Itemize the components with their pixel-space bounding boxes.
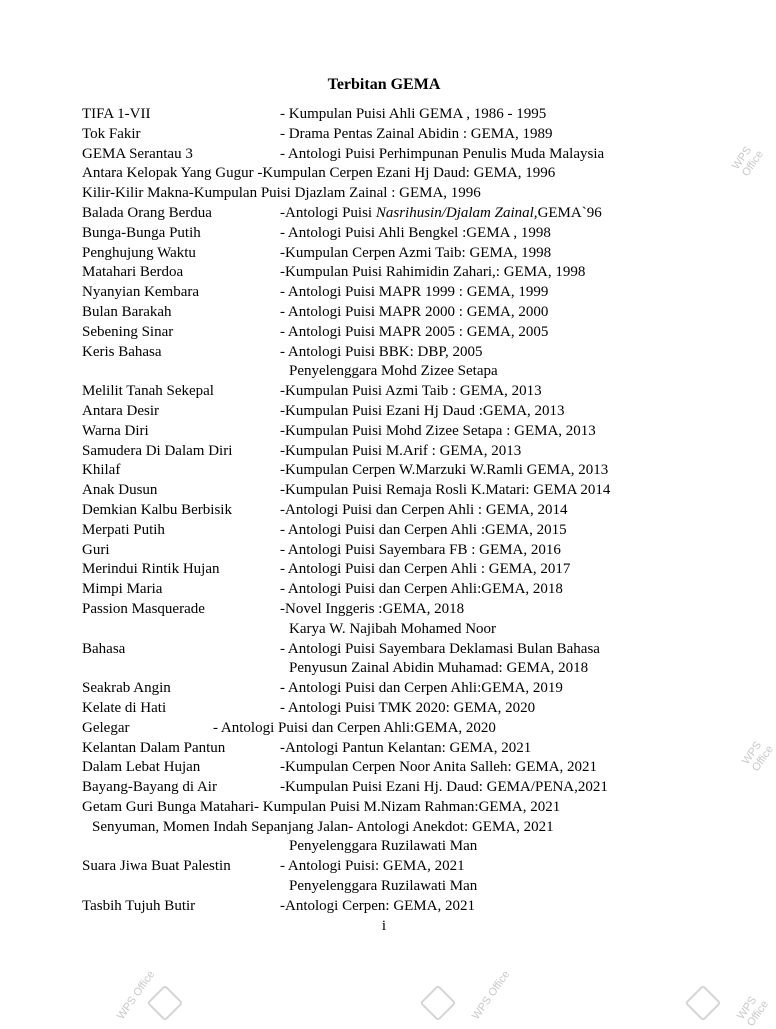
entry-detail: - Antologi Puisi MAPR 1999 : GEMA, 1999 [280,284,549,301]
entry-title: TIFA 1-VII [82,106,151,122]
list-item [0,481,768,501]
list-item [0,699,768,719]
list-item [0,323,768,343]
list-item [0,541,768,561]
list-item [0,244,768,264]
entry-detail: -Kumpulan Puisi Remaja Rosli K.Matari: GEMA 2014 [280,482,611,499]
entry-detail: - Antologi Puisi dan Cerpen Ahli : GEMA, 2017 [280,561,571,578]
entry-detail-part: GEMA`96 [537,204,602,221]
entry-title: Bayang-Bayang di Air [82,779,217,796]
list-item [0,739,768,759]
entry-full-line: Kilir-Kilir Makna-Kumpulan Puisi Djazlam Zainal : GEMA, 1996 [82,185,481,202]
publication-list [0,105,768,917]
watermark-logo-icon [420,985,457,1022]
entry-detail: -Kumpulan Puisi Mohd Zizee Setapa : GEMA, 2013 [280,422,596,439]
list-item [0,798,768,818]
list-item [0,224,768,244]
list-item [0,204,768,224]
entry-title: GEMA Serantau 3 [82,145,193,162]
entry-detail: - Antologi Puisi Sayembara FB : GEMA, 2016 [280,541,561,558]
entry-title: Merpati Putih [82,521,165,538]
entry-title: Melilit Tanah Sekepal [82,383,214,400]
entry-title: Bulan Barakah [82,303,172,320]
list-item [0,719,768,739]
list-item [0,521,768,541]
entry-title: Demkian Kalbu Berbisik [82,501,232,518]
entry-continuation: Karya W. Najibah Mohamed Noor [289,620,497,637]
list-item [0,501,768,521]
list-item [0,461,768,481]
entry-detail: - Antologi Puisi Ahli Bengkel :GEMA , 1998 [280,224,551,241]
list-item [0,620,768,640]
entry-detail: -Antologi Cerpen: GEMA, 2021 [280,897,475,914]
list-item [0,897,768,917]
entry-detail: - Antologi Puisi: GEMA, 2021 [280,858,465,875]
entry-detail: -Novel Inggeris :GEMA, 2018 [280,600,465,617]
list-item [0,402,768,422]
list-item [0,442,768,462]
entry-title: Tok Fakir [82,125,141,142]
list-item [0,263,768,283]
list-item [0,560,768,580]
entry-title: Suara Jiwa Buat Palestin [82,858,231,875]
watermark-text: WPS Office [735,994,772,1029]
list-item [0,818,768,838]
list-item [0,778,768,798]
entry-continuation: Penyelenggara Mohd Zizee Setapa [289,363,498,380]
entry-title: Merindui Rintik Hujan [82,561,220,578]
entry-title: Warna Diri [82,422,149,439]
entry-title: Sebening Sinar [82,323,174,340]
watermark-text: WPS Office [470,968,513,1022]
entry-detail: - Antologi Puisi BBK: DBP, 2005 [280,343,483,360]
watermark-text: WPS Office [115,968,158,1022]
entry-full-line: Antara Kelopak Yang Gugur -Kumpulan Cerpen Ezani Hj Daud: GEMA, 1996 [82,165,556,182]
list-item [0,343,768,363]
watermark-text: WPS Office [740,739,776,774]
entry-title: Penghujung Waktu [82,244,196,261]
entry-detail: - Antologi Puisi dan Cerpen Ahli:GEMA, 2018 [280,581,563,598]
list-item [0,283,768,303]
entry-title: Anak Dusun [82,482,158,499]
entry-detail: - Antologi Puisi MAPR 2005 : GEMA, 2005 [280,323,549,340]
entry-full-line: Senyuman, Momen Indah Sepanjang Jalan- Antologi Anekdot: GEMA, 2021 [92,818,554,835]
list-item [0,362,768,382]
entry-detail: - Kumpulan Puisi Ahli GEMA , 1986 - 1995 [280,106,547,122]
entry-title: Matahari Berdoa [82,264,184,281]
entry-detail: - Antologi Puisi dan Cerpen Ahli:GEMA, 2019 [280,680,563,697]
entry-title: Bahasa [82,640,126,657]
list-item [0,857,768,877]
list-item [0,679,768,699]
entry-detail: -Kumpulan Puisi M.Arif : GEMA, 2013 [280,442,522,459]
entry-title: Antara Desir [82,402,160,419]
list-item [0,184,768,204]
list-item [0,303,768,323]
entry-title: Passion Masquerade [82,600,205,617]
entry-detail-part: Nasrihusin/Djalam Zainal, [375,204,538,221]
list-item [0,837,768,857]
list-item [0,382,768,402]
entry-title: Guri [82,541,110,558]
entry-title: Nyanyian Kembara [82,284,200,301]
entry-detail: -Kumpulan Puisi Rahimidin Zahari,: GEMA, 1998 [280,264,586,281]
list-item [0,145,768,165]
entry-detail: - Antologi Puisi dan Cerpen Ahli:GEMA, 2020 [213,719,496,736]
entry-title: Tasbih Tujuh Butir [82,897,196,914]
entry-detail: -Antologi Pantun Kelantan: GEMA, 2021 [280,739,532,756]
entry-detail: - Antologi Puisi MAPR 2000 : GEMA, 2000 [280,303,549,320]
list-item [0,105,768,125]
entry-title: Kelantan Dalam Pantun [82,739,226,756]
page-title: Terbitan GEMA [327,76,441,93]
entry-detail: -Kumpulan Cerpen Noor Anita Salleh: GEMA, 2021 [280,759,598,776]
entry-title: Gelegar [82,719,130,736]
entry-detail: -Kumpulan Cerpen W.Marzuki W.Ramli GEMA, 2013 [280,462,609,479]
page-number: i [381,918,387,934]
entry-detail: -Kumpulan Cerpen Azmi Taib: GEMA, 1998 [280,244,552,261]
list-item [0,422,768,442]
entry-detail: -Antologi Puisi dan Cerpen Ahli : GEMA, 2014 [280,501,568,518]
list-item [0,758,768,778]
entry-full-line: Getam Guri Bunga Matahari- Kumpulan Puisi M.Nizam Rahman:GEMA, 2021 [82,798,561,815]
entry-detail [280,204,602,224]
entry-title: Kelate di Hati [82,699,167,716]
entry-title: Bunga-Bunga Putih [82,224,201,241]
entry-detail: - Drama Pentas Zainal Abidin : GEMA, 1989 [280,125,553,142]
entry-title: Seakrab Angin [82,680,171,697]
watermark-logo-icon [685,985,722,1022]
list-item [0,125,768,145]
watermark-logo-icon [147,985,184,1022]
entry-title: Balada Orang Berdua [82,204,212,221]
entry-continuation: Penyelenggara Ruzilawati Man [289,838,478,855]
entry-detail: - Antologi Puisi Sayembara Deklamasi Bulan Bahasa [280,640,600,657]
entry-detail: -Kumpulan Puisi Ezani Hj. Daud: GEMA/PENA,2021 [280,779,608,796]
entry-detail: - Antologi Puisi TMK 2020: GEMA, 2020 [280,699,536,716]
list-item [0,580,768,600]
entry-title: Khilaf [82,462,121,479]
entry-title: Mimpi Maria [82,581,163,598]
entry-continuation: Penyelenggara Ruzilawati Man [289,878,478,895]
entry-detail: - Antologi Puisi dan Cerpen Ahli :GEMA, 2015 [280,521,567,538]
watermark-text: WPS Office [730,144,767,179]
list-item [0,640,768,660]
list-item [0,877,768,897]
entry-title: Dalam Lebat Hujan [82,759,201,776]
entry-title: Keris Bahasa [82,343,162,360]
entry-detail: -Kumpulan Puisi Azmi Taib : GEMA, 2013 [280,383,542,400]
list-item [0,659,768,679]
entry-continuation: Penyusun Zainal Abidin Muhamad: GEMA, 2018 [289,660,589,677]
entry-title: Samudera Di Dalam Diri [82,442,233,459]
list-item [0,164,768,184]
entry-detail: - Antologi Puisi Perhimpunan Penulis Muda Malaysia [280,145,605,162]
entry-detail: -Kumpulan Puisi Ezani Hj Daud :GEMA, 2013 [280,402,565,419]
entry-detail-part: -Antologi Puisi [280,204,376,221]
list-item [0,600,768,620]
